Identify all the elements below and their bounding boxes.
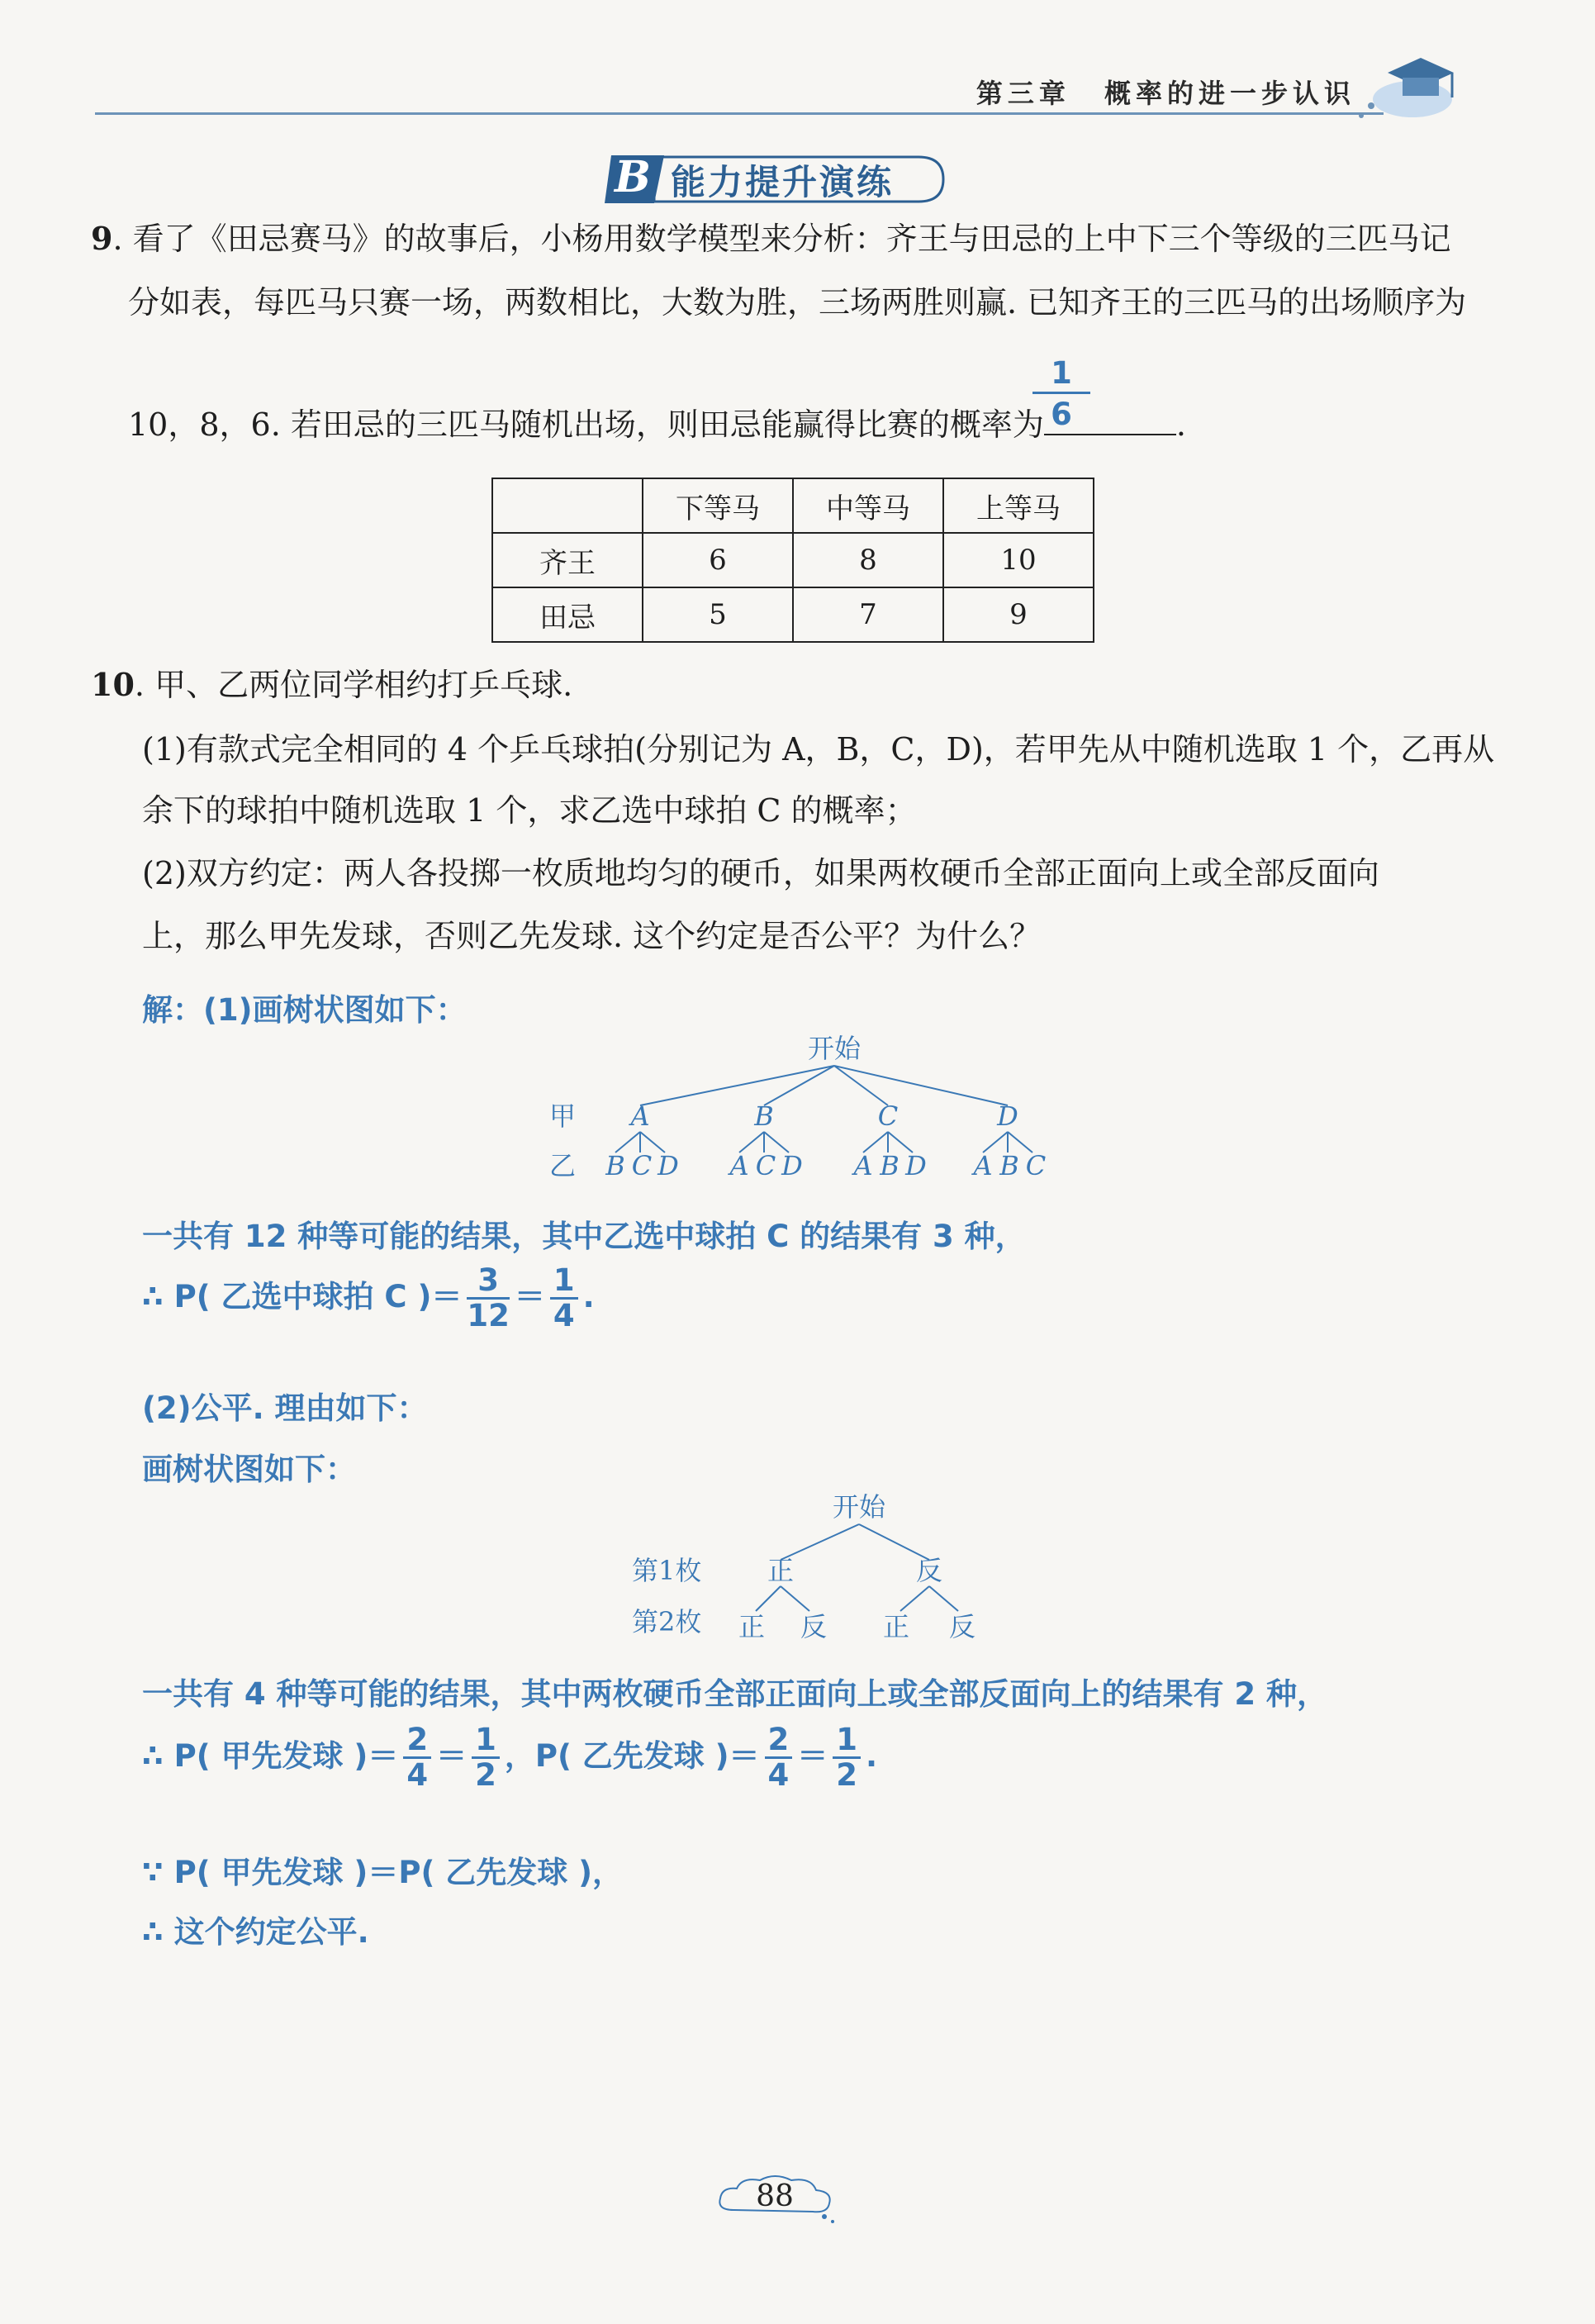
q9-line3: 10，8，6. 若田忌的三匹马随机出场，则田忌能赢得比赛的概率为 .	[128, 406, 1186, 443]
q10-part1-line1: (1)有款式完全相同的 4 个乒乓球拍(分别记为 A，B，C，D)，若甲先从中随机选取 1 个，乙再从	[142, 731, 1495, 768]
tree1-leaf: C	[631, 1150, 653, 1181]
table-cell: 8	[793, 533, 943, 587]
fraction-numerator: 1	[550, 1264, 578, 1300]
fraction-numerator: 2	[403, 1723, 431, 1759]
fraction-numerator: 1	[833, 1723, 861, 1759]
fraction-numerator: 2	[765, 1723, 793, 1759]
q9-answer-fraction	[1032, 355, 1090, 435]
tree1-branch: D	[997, 1100, 1018, 1132]
tree1-leaf: B	[880, 1150, 900, 1181]
tree1-leaf: A	[973, 1150, 993, 1181]
table-cell: 齐王	[492, 533, 643, 587]
tree1-leaf: C	[755, 1150, 776, 1181]
tree2-leaf: 正	[882, 1611, 910, 1642]
fraction-denominator: 4	[553, 1298, 575, 1333]
q10-part2-line2: 上，那么甲先发球，否则乙先发球. 这个约定是否公平？为什么？	[142, 918, 1042, 954]
table-cell: 6	[643, 533, 793, 587]
tree2-branch: 反	[915, 1555, 943, 1586]
solution-line-2: 一共有 12 种等可能的结果，其中乙选中球拍 C 的结果有 3 种，	[142, 1219, 1026, 1254]
page-number: 88	[756, 2179, 794, 2213]
tree1-leaf: A	[729, 1150, 749, 1181]
chapter-number: 第三章	[976, 78, 1070, 109]
fraction-denominator: 4	[767, 1757, 790, 1793]
table-cell: 7	[793, 587, 943, 642]
solution-line-4: (2)公平. 理由如下：	[142, 1390, 428, 1426]
fraction-numerator: 3	[467, 1264, 510, 1300]
tree1-branch: B	[754, 1100, 774, 1132]
solution-intro: 解：(1)画树状图如下：	[142, 992, 467, 1028]
tree1-leaf: B	[999, 1150, 1019, 1181]
q10-part2-line1: (2)双方约定：两人各投掷一枚质地均匀的硬币，如果两枚硬币全部正面向上或全部反面向	[142, 855, 1379, 891]
table-cell: 5	[643, 587, 793, 642]
tree2-leaf: 反	[800, 1611, 828, 1642]
tree1-leaf: D	[657, 1150, 679, 1181]
tree1-row1-label: 甲	[549, 1100, 577, 1132]
solution-line-6: 一共有 4 种等可能的结果，其中两枚硬币全部正面向上或全部反面向上的结果有 2 种，	[142, 1676, 1328, 1712]
tree1-row2-label: 乙	[549, 1150, 577, 1181]
table-header-row	[492, 478, 1094, 533]
solution-line-8: ∵ P( 甲先发球 )＝P( 乙先发球 )，	[142, 1855, 624, 1890]
tree2-row2-label: 第2枚	[632, 1606, 702, 1637]
q10-stem: 10. 甲、乙两位同学相约打乒乓球.	[91, 666, 573, 703]
tree1-root: 开始	[807, 1033, 862, 1064]
q10-number: 10	[91, 666, 135, 703]
fraction-denominator: 12	[467, 1298, 510, 1333]
q9-answer-num: 1	[1032, 355, 1090, 394]
solution-line-7: ∴ P( 甲先发球 )＝ $\frac{2}{4}$ ＝ $\frac{1}{2}$ ，P( 乙先发球 )＝ $\frac{2}{4}$ ＝ $\frac{1}{2}$ .	[142, 1722, 878, 1793]
q9-answer-den: 6	[1051, 397, 1072, 432]
fraction-denominator: 2	[836, 1757, 858, 1793]
q10-part1-line2: 余下的球拍中随机选取 1 个，求乙选中球拍 C 的概率；	[142, 792, 917, 829]
tree-diagram-rackets	[529, 1033, 1107, 1181]
table-cell: 9	[943, 587, 1094, 642]
tree2-root: 开始	[832, 1491, 886, 1523]
table-row	[492, 533, 1094, 587]
section-title: 能力提升演练	[671, 162, 895, 202]
tree-diagram-coins	[611, 1487, 991, 1665]
table-cell: 下等马	[643, 478, 793, 533]
tree1-leaf: C	[1025, 1150, 1047, 1181]
tree1-leaf: D	[781, 1150, 803, 1181]
header-rule	[95, 112, 1384, 115]
section-badge-letter: B	[615, 152, 651, 202]
table-cell	[492, 478, 643, 533]
fraction-denominator: 4	[406, 1757, 429, 1793]
graduation-cap-icon	[1355, 40, 1470, 131]
tree1-leaf: D	[905, 1150, 927, 1181]
tree1-branch: A	[630, 1100, 650, 1132]
table-cell: 上等马	[943, 478, 1094, 533]
q9-line2: 分如表，每匹马只赛一场，两数相比，大数为胜，三场两胜则赢. 已知齐王的三匹马的出场顺序为	[128, 284, 1467, 321]
fraction-denominator: 2	[475, 1757, 496, 1793]
table-cell: 10	[943, 533, 1094, 587]
table-row	[492, 587, 1094, 642]
tree2-leaf: 反	[948, 1611, 976, 1642]
tree2-leaf: 正	[738, 1611, 766, 1642]
tree1-branch: C	[877, 1100, 899, 1132]
solution-line-3: ∴ P( 乙选中球拍 C )＝ $\frac{3}{12}$ ＝ $\frac{1}{4}$ .	[142, 1262, 595, 1333]
table-cell: 中等马	[793, 478, 943, 533]
tree1-leaf: A	[853, 1150, 873, 1181]
chapter-title: 概率的进一步认识	[1104, 78, 1355, 109]
running-header	[976, 73, 1355, 111]
fraction-numerator: 1	[472, 1723, 500, 1759]
solution-line-5: 画树状图如下：	[142, 1452, 356, 1487]
tree2-row1-label: 第1枚	[632, 1555, 702, 1586]
q9-number: 9	[91, 220, 113, 257]
q9-line1: 9. 看了《田忌赛马》的故事后，小杨用数学模型来分析：齐王与田忌的上中下三个等级的三匹马记	[91, 220, 1451, 257]
solution-line-9: ∴ 这个约定公平.	[142, 1914, 369, 1950]
tree1-leaf: B	[605, 1150, 625, 1181]
table-cell: 田忌	[492, 587, 643, 642]
tree2-branch: 正	[767, 1555, 795, 1586]
horse-score-table	[491, 478, 1094, 643]
